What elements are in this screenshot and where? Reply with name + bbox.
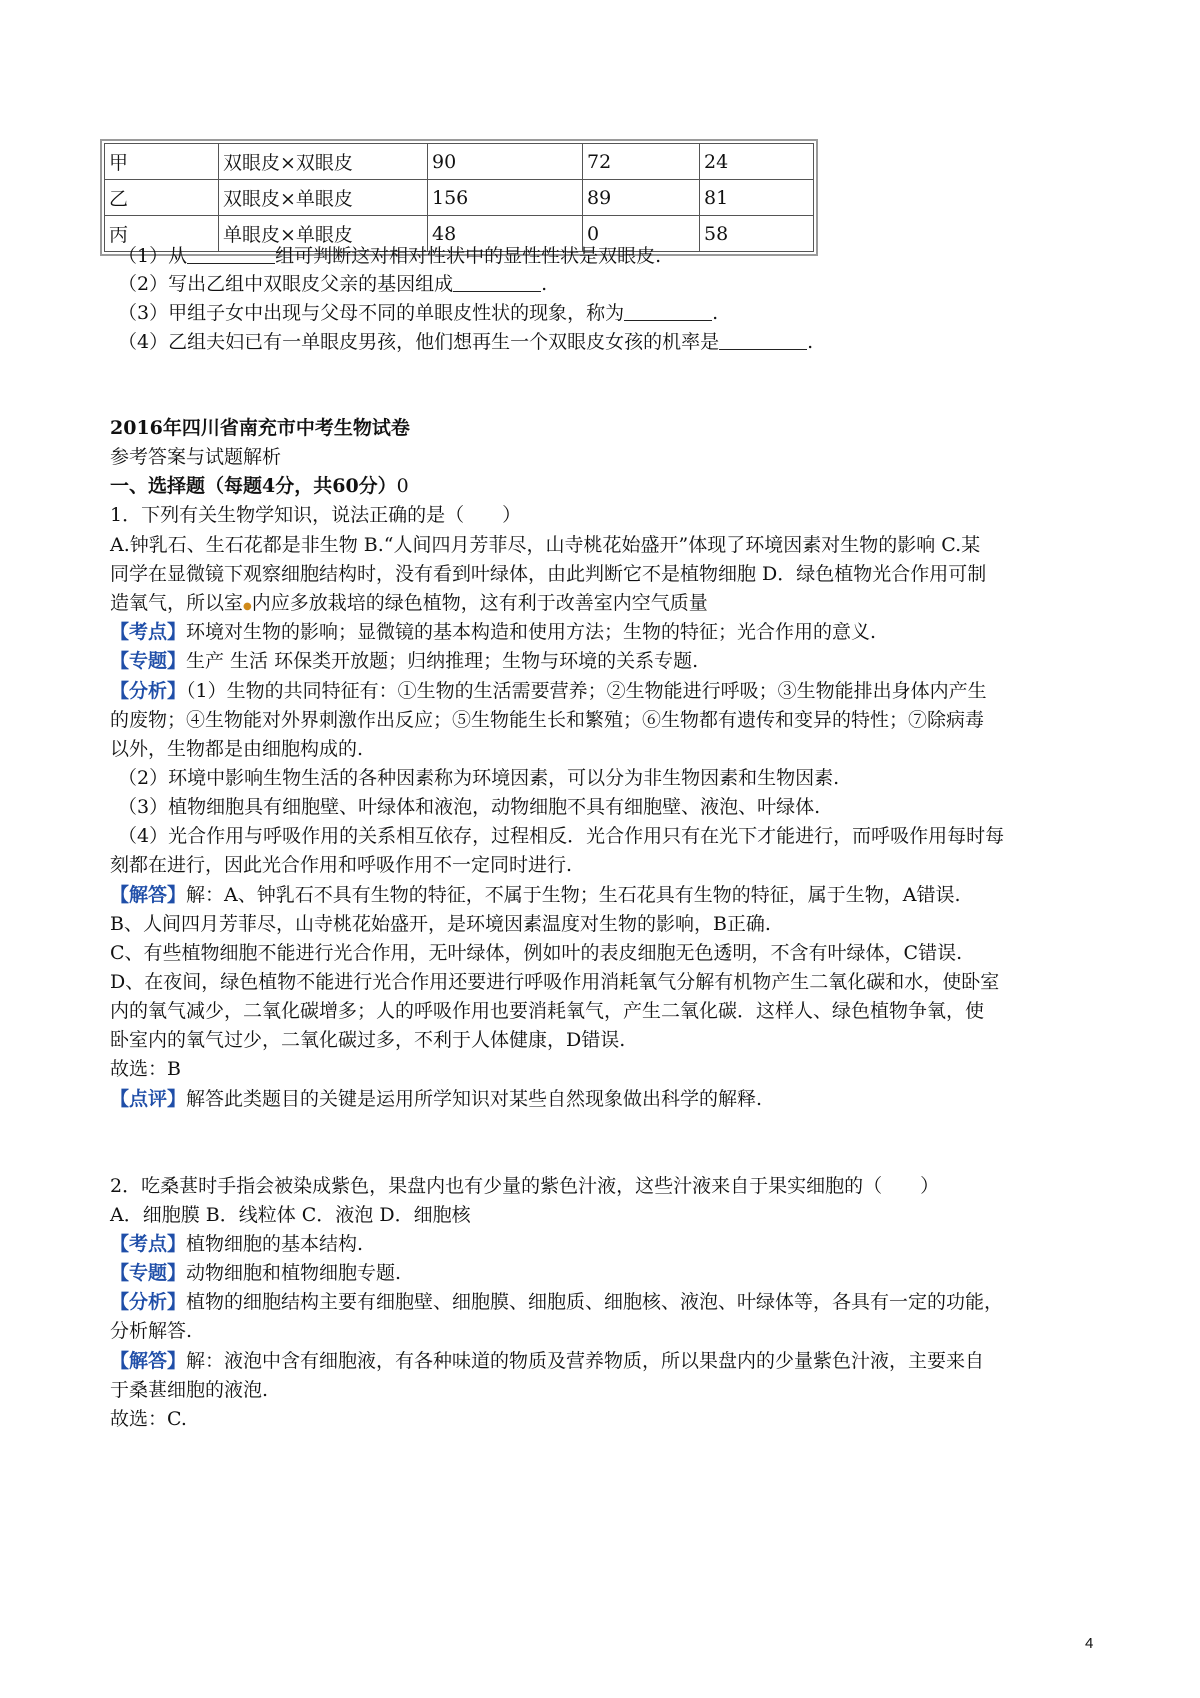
question-4: （4）乙组夫妇已有一单眼皮男孩，他们想再生一个双眼皮女孩的机率是 .	[118, 331, 814, 353]
table-row	[105, 144, 814, 180]
zhuanti-tag: 【专题】	[110, 650, 187, 672]
table-cell: 89	[583, 180, 700, 216]
q1-fenxi-line: （3）植物细胞具有细胞壁、叶绿体和液泡，动物细胞不具有细胞壁、液泡、叶绿体.	[118, 796, 821, 818]
zhuanti-tag: 【专题】	[110, 1262, 187, 1284]
q1-dianping: 【点评】解答此类题目的关键是运用所学知识对某些自然现象做出科学的解释.	[110, 1088, 763, 1110]
answer-blank	[624, 300, 712, 321]
table-cell: 58	[700, 216, 814, 252]
answer-blank	[187, 243, 275, 264]
q1-options-line: A.钟乳石、生石花都是非生物 B.“人间四月芳菲尽，山寺桃花始盛开”体现了环境因素对生物的影响 C.某	[110, 534, 981, 556]
kaodian-tag: 【考点】	[110, 621, 187, 643]
dianping-tag: 【点评】	[110, 1088, 187, 1110]
q2-zhuanti: 【专题】动物细胞和植物细胞专题.	[110, 1262, 402, 1284]
q2-jieda: 【解答】解：液泡中含有细胞液，有各种味道的物质及营养物质，所以果盘内的少量紫色汁液，主要来自	[110, 1350, 985, 1372]
q1-fenxi-line: 以外，生物都是由细胞构成的.	[110, 738, 364, 760]
table-cell: 乙	[105, 180, 219, 216]
question-3: （3）甲组子女中出现与父母不同的单眼皮性状的现象，称为 .	[118, 302, 719, 324]
q1-fenxi-line: 刻都在进行，因此光合作用和呼吸作用不一定同时进行.	[110, 854, 573, 876]
q1-jieda-line: 内的氧气减少，二氧化碳增多；人的呼吸作用也要消耗氧气，产生二氧化碳．这样人、绿色植物争氧，使	[110, 1000, 985, 1022]
table-cell: 双眼皮×双眼皮	[219, 144, 428, 180]
jieda-tag: 【解答】	[110, 1350, 187, 1372]
q1-fenxi-line: （4）光合作用与呼吸作用的关系相互依存，过程相反．光合作用只有在光下才能进行，而呼吸作用每时每	[118, 825, 1005, 847]
jieda-tag: 【解答】	[110, 884, 187, 906]
exam-title: 2016年四川省南充市中考生物试卷	[110, 417, 410, 439]
table-cell: 24	[700, 144, 814, 180]
exam-subtitle: 参考答案与试题解析	[110, 446, 282, 468]
q1-options-line: 同学在显微镜下观察细胞结构时，没有看到叶绿体，由此判断它不是植物细胞 D．绿色植物光合作用可制	[110, 563, 987, 585]
q2-options: A．细胞膜 B．线粒体 C．液泡 D．细胞核	[110, 1204, 471, 1226]
q1-fenxi: 【分析】（1）生物的共同特征有：①生物的生活需要营养；②生物能进行呼吸；③生物能排出身体内产生	[110, 680, 987, 702]
answer-blank	[719, 329, 807, 350]
part-heading: 一、选择题（每题4分，共60分）0	[110, 475, 409, 497]
kaodian-tag: 【考点】	[110, 1233, 187, 1255]
table-cell: 单眼皮×单眼皮	[219, 216, 428, 252]
table-cell: 90	[428, 144, 583, 180]
q1-stem: 1．下列有关生物学知识，说法正确的是（ ）	[110, 504, 522, 526]
table-cell: 丙	[105, 216, 219, 252]
q2-jieda-line: 于桑葚细胞的液泡.	[110, 1379, 269, 1401]
table-cell: 81	[700, 180, 814, 216]
q1-options-line: 造氧气，所以室●内应多放栽培的绿色植物，这有利于改善室内空气质量	[110, 592, 708, 614]
q1-answer: 故选：B	[110, 1058, 181, 1080]
fenxi-tag: 【分析】	[110, 1291, 187, 1313]
results-table	[104, 143, 814, 252]
q1-jieda-line: C、有些植物细胞不能进行光合作用，无叶绿体，例如叶的表皮细胞无色透明，不含有叶绿体，C错误.	[110, 942, 963, 964]
q1-kaodian: 【考点】环境对生物的影响；显微镜的基本构造和使用方法；生物的特征；光合作用的意义.	[110, 621, 877, 643]
q1-fenxi-line: （2）环境中影响生物生活的各种因素称为环境因素，可以分为非生物因素和生物因素.	[118, 767, 840, 789]
page-number: 4	[1085, 1635, 1094, 1652]
table-row	[105, 180, 814, 216]
q2-answer: 故选：C.	[110, 1408, 187, 1430]
question-1: （1）从 组可判断这对相对性状中的显性性状是双眼皮.	[118, 245, 662, 267]
q2-fenxi-line: 分析解答.	[110, 1320, 193, 1342]
q1-jieda-line: D、在夜间，绿色植物不能进行光合作用还要进行呼吸作用消耗氧气分解有机物产生二氧化碳和水，使卧室	[110, 971, 1000, 993]
q1-zhuanti: 【专题】生产 生活 环保类开放题；归纳推理；生物与环境的关系专题.	[110, 650, 699, 672]
q1-fenxi-line: 的废物；④生物能对外界刺激作出反应；⑤生物能生长和繁殖；⑥生物都有遗传和变异的特性；⑦除病毒	[110, 709, 985, 731]
q1-jieda: 【解答】解：A、钟乳石不具有生物的特征，不属于生物；生石花具有生物的特征，属于生物，A错误.	[110, 884, 961, 906]
question-2: （2）写出乙组中双眼皮父亲的基因组成 .	[118, 273, 548, 295]
fenxi-tag: 【分析】	[110, 680, 187, 702]
table-cell: 甲	[105, 144, 219, 180]
q1-jieda-line: B、人间四月芳菲尽，山寺桃花始盛开，是环境因素温度对生物的影响，B正确.	[110, 913, 771, 935]
table-cell: 双眼皮×单眼皮	[219, 180, 428, 216]
answer-blank	[453, 271, 541, 292]
q2-kaodian: 【考点】植物细胞的基本结构.	[110, 1233, 364, 1255]
q2-stem: 2．吃桑葚时手指会被染成紫色，果盘内也有少量的紫色汁液，这些汁液来自于果实细胞的（ ）	[110, 1175, 940, 1197]
q2-fenxi: 【分析】植物的细胞结构主要有细胞壁、细胞膜、细胞质、细胞核、液泡、叶绿体等，各具有一定的功能，	[110, 1291, 1004, 1313]
table-cell: 156	[428, 180, 583, 216]
q1-jieda-line: 卧室内的氧气过少，二氧化碳过多，不利于人体健康，D错误.	[110, 1029, 626, 1051]
marker-dot-icon: ●	[243, 601, 252, 612]
table-cell: 72	[583, 144, 700, 180]
table-cell: 0	[583, 216, 700, 252]
table-cell: 48	[428, 216, 583, 252]
